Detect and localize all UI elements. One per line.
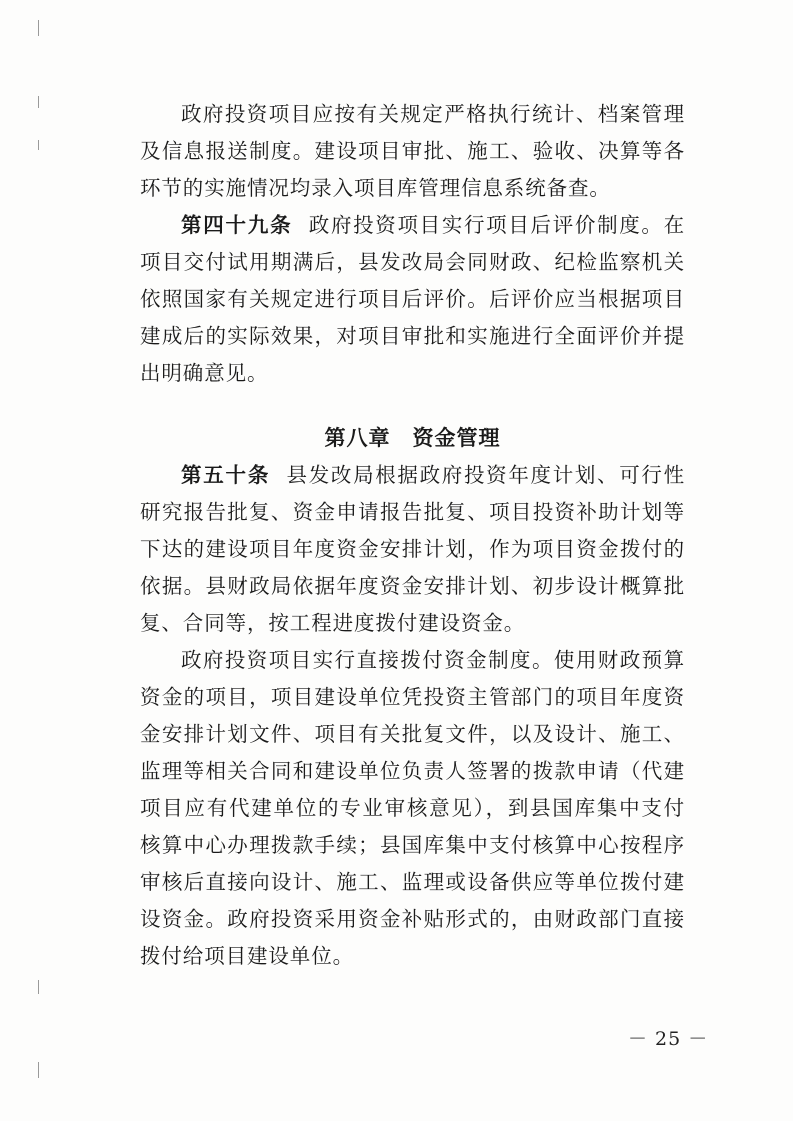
scan-margin-mark [38, 20, 39, 36]
article-49-heading: 第四十九条 [181, 213, 293, 237]
chapter-number: 第八章 [324, 426, 391, 450]
chapter-name: 资金管理 [412, 426, 501, 450]
article-50 [140, 457, 685, 642]
article-50-heading: 第五十条 [181, 463, 271, 487]
section-funds [140, 457, 685, 975]
article-49 [140, 207, 685, 392]
page-number: － 25 － [628, 1028, 709, 1050]
article-50-body: 县发改局根据政府投资年度计划、可行性研究报告批复、资金申请报告批复、项目投资补助计划等下达的建设项目年度资金安排计划，作为项目资金拨付的依据。县财政局依据年度资金安排计划、初步设计概算批复、合同等，按工程进度拨付建设资金。 [140, 463, 685, 635]
scan-margin-mark [38, 1062, 39, 1078]
article-49-body: 政府投资项目实行项目后评价制度。在项目交付试用期满后，县发改局会同财政、纪检监察机关依照国家有关规定进行项目后评价。后评价应当根据项目建成后的实际效果，对项目审批和实施进行全面评价并提出明确意见。 [140, 213, 685, 385]
scan-margin-mark [38, 96, 39, 108]
paragraph-record-keeping: 政府投资项目应按有关规定严格执行统计、档案管理及信息报送制度。建设项目审批、施工、验收、决算等各环节的实施情况均录入项目库管理信息系统备查。 [140, 102, 685, 200]
section-top [140, 96, 685, 392]
scan-margin-mark [38, 980, 39, 994]
chapter-title [140, 420, 685, 457]
scan-margin-mark [38, 140, 39, 150]
paragraph-direct-payment: 政府投资项目实行直接拨付资金制度。使用财政预算资金的项目，项目建设单位凭投资主管部门的项目年度资金安排计划文件、项目有关批复文件，以及设计、施工、监理等相关合同和建设单位负责人签署的拨款申请（代建项目应有代建单位的专业审核意见），到县国库集中支付核算中心办理拨款手续；县国库集中支付核算中心按程序审核后直接向设计、施工、监理或设备供应等单位拨付建设资金。政府投资采用资金补贴形式的，由财政部门直接拨付给项目建设单位。 [140, 648, 685, 968]
